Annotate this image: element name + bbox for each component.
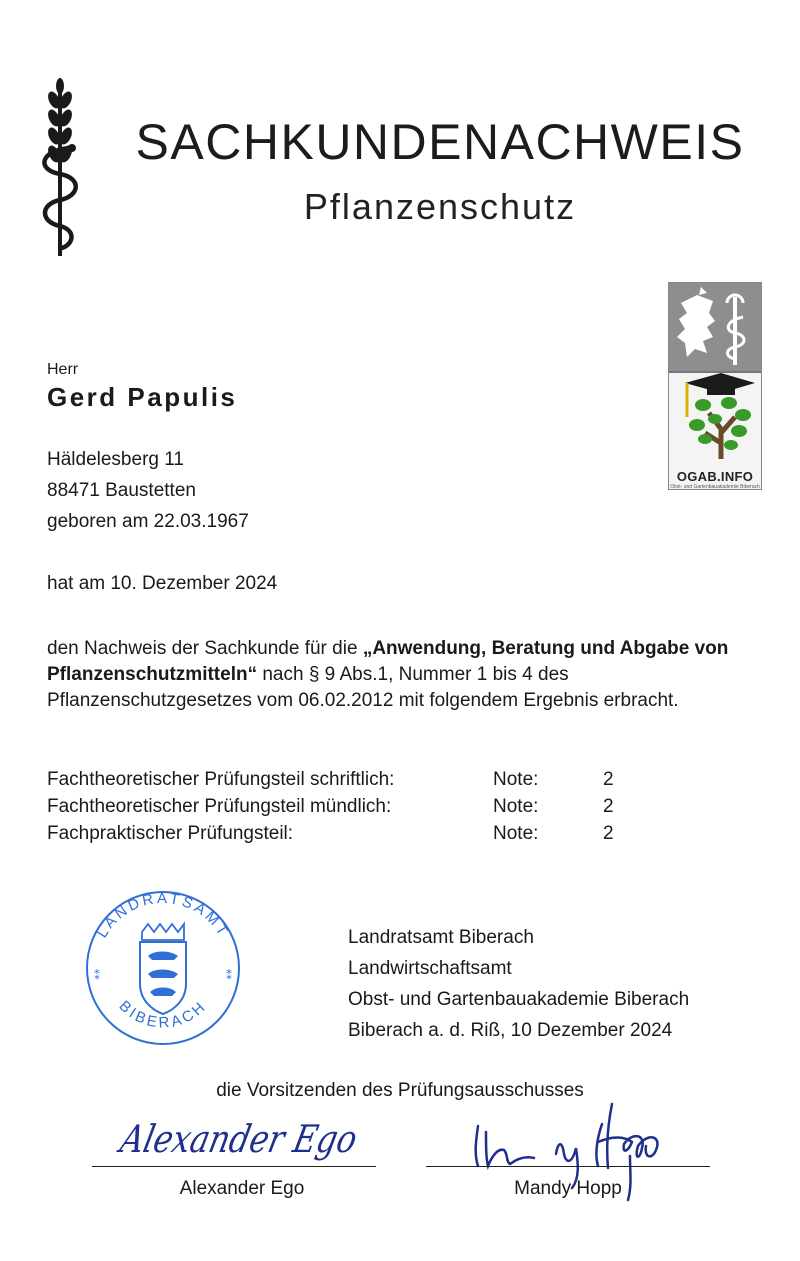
certificate-subtitle: Pflanzenschutz (303, 186, 577, 227)
grade-row (47, 768, 647, 795)
authority-line-3: Obst- und Gartenbauakademie Biberach (348, 989, 690, 1010)
grade-note-label: Note: (493, 823, 539, 844)
signature-left (116, 1108, 409, 1168)
committee-chairs-label: die Vorsitzenden des Prüfungsausschusses (216, 1080, 584, 1101)
authority-line-2: Landwirtschaftsamt (348, 958, 512, 979)
svg-text:⁑: ⁑ (226, 969, 232, 983)
certificate-title: SACHKUNDENACHWEIS (135, 114, 745, 170)
recipient-name: Gerd Papulis (47, 382, 238, 412)
eagle-caduceus-logo-icon (669, 283, 761, 373)
issuing-authority (348, 922, 689, 1046)
grade-row (47, 795, 647, 822)
stamp-bottom-text: BIBERACH (115, 997, 211, 1032)
signatory-right-name: Mandy Hopp (514, 1178, 622, 1199)
grade-value: 2 (603, 769, 614, 790)
grade-value: 2 (603, 823, 614, 844)
grade-row (47, 822, 647, 849)
signature-left-text: Alexander Ego (116, 1117, 409, 1162)
paragraph-rest: nach § 9 Abs.1, Nummer 1 bis 4 des Pflanzenschutzgesetzes vom 06.02.2012 mit folgendem Ergebnis erbracht. (47, 664, 679, 711)
recipient-birthdate: geboren am 22.03.1967 (47, 511, 249, 532)
coat-of-arms-icon (140, 924, 186, 1014)
authority-line-1: Landratsamt Biberach (348, 927, 534, 948)
svg-text:LANDRATSAMT (94, 890, 233, 941)
grades-table (47, 768, 647, 849)
salutation: Herr (47, 361, 79, 378)
ogab-logo (668, 282, 762, 490)
issue-place-date: Biberach a. d. Riß, 10 Dezember 2024 (348, 1020, 673, 1041)
grade-label: Fachtheoretischer Prüfungsteil mündlich: (47, 796, 392, 817)
grade-value: 2 (603, 796, 614, 817)
grade-note-label: Note: (493, 796, 539, 817)
recipient-city: 88471 Baustetten (47, 480, 196, 501)
official-stamp (78, 888, 248, 1048)
logo-label: OGAB.INFO (676, 469, 754, 484)
signatory-left-name: Alexander Ego (179, 1178, 305, 1199)
signature-line-left (92, 1166, 376, 1167)
grade-note-label: Note: (493, 769, 539, 790)
paragraph-intro: den Nachweis der Sachkunde für die (47, 638, 363, 659)
wheat-snake-emblem-icon (30, 78, 90, 260)
recipient-street: Häldelesberg 11 (47, 449, 184, 470)
certificate-body-paragraph (47, 636, 757, 714)
graduation-tree-icon (669, 373, 761, 465)
stamp-top-text: LANDRATSAMT (93, 889, 233, 941)
grade-label: Fachtheoretischer Prüfungsteil schriftlich: (47, 769, 395, 790)
svg-text:⁑: ⁑ (94, 969, 100, 983)
signature-line-right (426, 1166, 710, 1167)
paragraph-bold-title: „Anwendung, Beratung und Abgabe von Pflanzenschutzmitteln“ (47, 638, 729, 685)
logo-caption: Obst- und Gartenbauakademie Biberach (670, 484, 760, 490)
exam-date: hat am 10. Dezember 2024 (47, 573, 278, 594)
grade-label: Fachpraktischer Prüfungsteil: (47, 823, 294, 844)
